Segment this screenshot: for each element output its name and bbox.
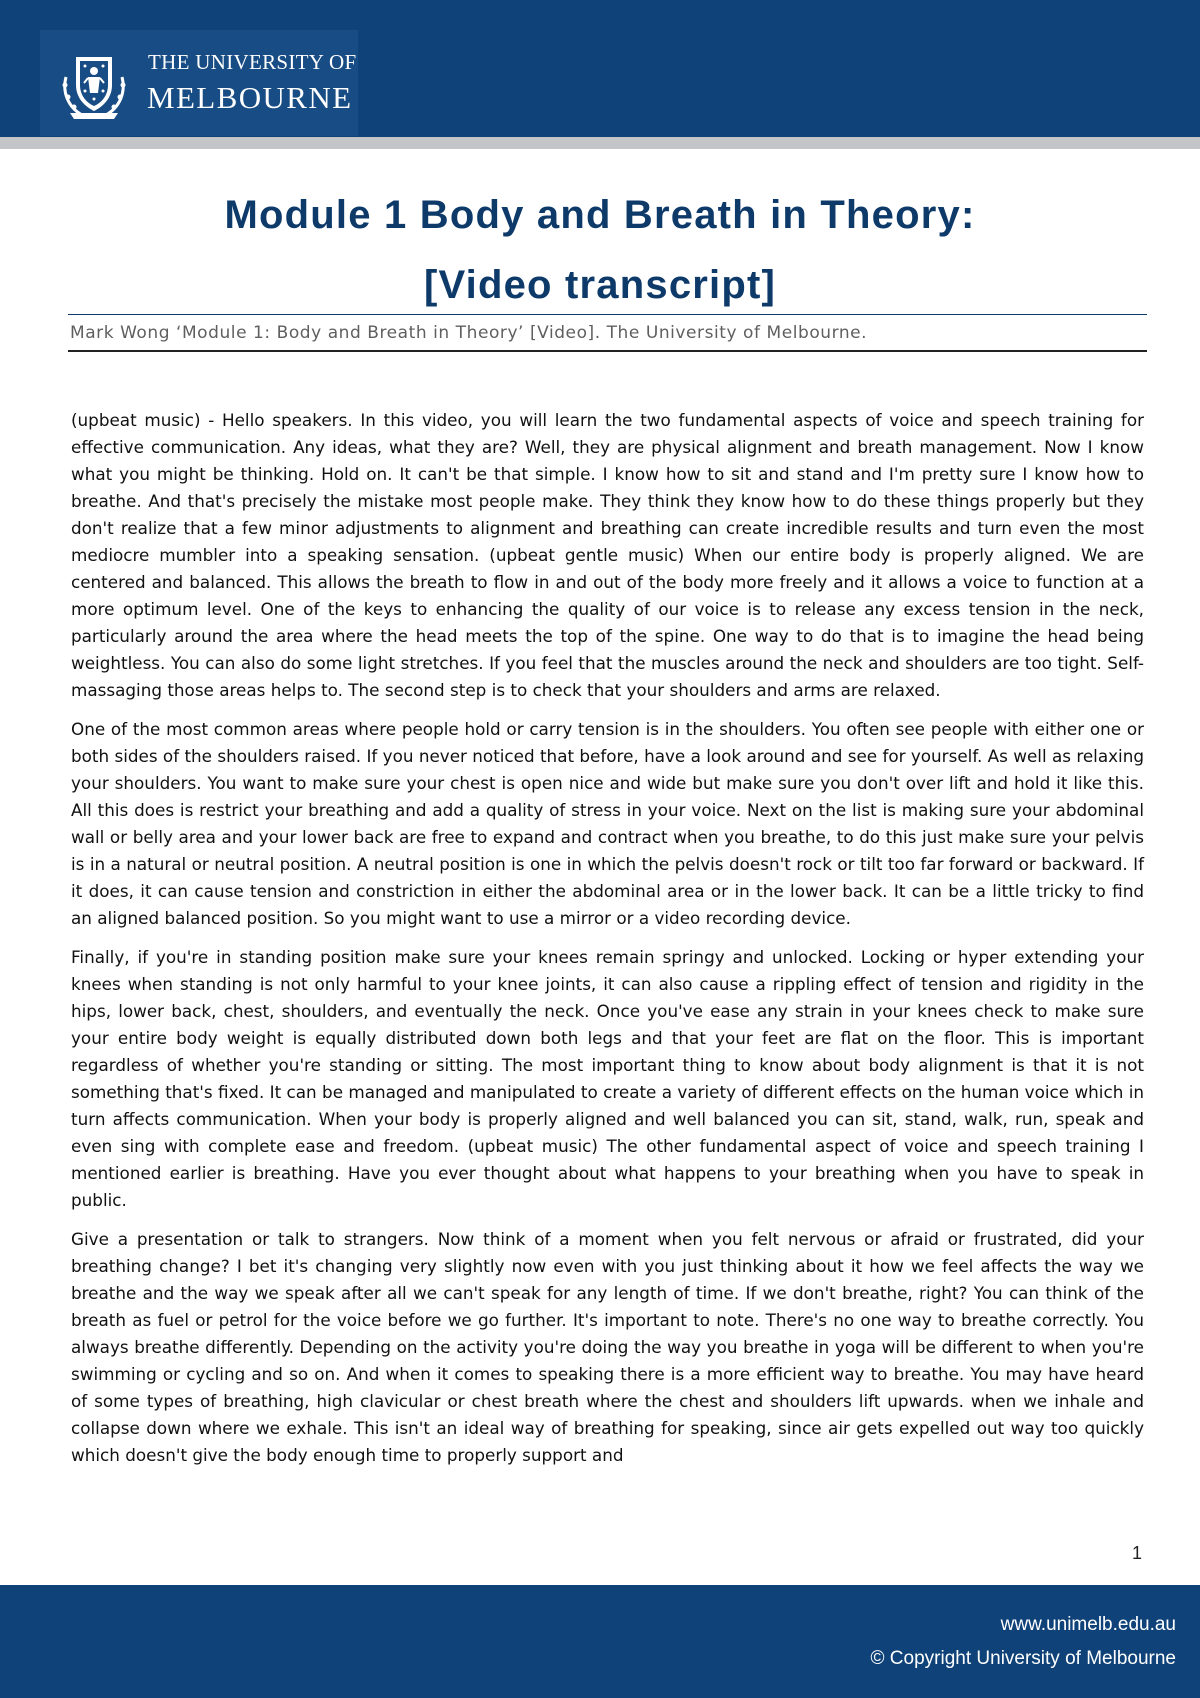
header-band <box>0 0 1200 137</box>
transcript-paragraph: Give a presentation or talk to strangers. Now think of a moment when you felt nervous or afraid or frustrated, did your breathing change? I bet it's changing very slightly now even with you just thinking about it how we feel affects the way we breathe and the way we speak after all we can't speak for any length of time. If we don't breathe, right? You can think of the breath as fuel or petrol for the voice before we go further. It's important to note. There's no one way to breathe correctly. You always breathe differently. Depending on the activity you're doing the way you breathe in yoga will be different to when you're swimming or cycling and so on. And when it comes to speaking there is a more efficient way to breathe. You may have heard of some types of breathing, high clavicular or chest breath where the chest and shoulders lift upwards. when we inhale and collapse down where we exhale. This isn't an ideal way of breathing for speaking, since air gets expelled out way too quickly which doesn't give the body enough time to properly support and <box>71 1229 1144 1465</box>
transcript-paragraph: (upbeat music) - Hello speakers. In this video, you will learn the two fundamental aspects of voice and speech training for effective communication. Any ideas, what they are? Well, they are physical alignment and breath management. Now I know what you might be thinking. Hold on. It can't be that simple. I know how to sit and stand and I'm pretty sure I know how to breathe. And that's precisely the mistake most people make. They think they know how to do these things properly but they don't realize that a few minor adjustments to alignment and breathing can create incredible results and turn even the most mediocre mumbler into a speaking sensation. (upbeat gentle music) When our entire body is properly aligned. We are centered and balanced. This allows the breath to flow in and out of the body more freely and it allows a voice to function at a more optimum level. One of the keys to enhancing the quality of our voice is to release any excess tension in the neck, particularly around the area where the head meets the top of the spine. One way to do that is to imagine the head being weightless. You can also do some light stretches. If you feel that the muscles around the neck and shoulders are too tight. Self-massaging those areas helps to. The second step is to check that your shoulders and arms are relaxed. <box>71 410 1144 700</box>
title-divider <box>68 314 1147 315</box>
university-logo[interactable] <box>40 30 358 136</box>
page-number: 1 <box>1132 1543 1143 1563</box>
header-stripe <box>0 137 1200 149</box>
footer-copyright: © Copyright University of Melbourne <box>870 1648 1176 1669</box>
logo-text-line1: THE UNIVERSITY OF <box>148 50 357 74</box>
university-crest-icon <box>56 47 132 123</box>
logo-text-line2: MELBOURNE <box>147 80 353 115</box>
transcript-paragraph: Finally, if you're in standing position make sure your knees remain springy and unlocked. Locking or hyper extending your knees when standing is not only harmful to your knee joints, it can also cause a rippling effect of tension and rigidity in the hips, lower back, chest, shoulders, and eventually the neck. Once you've ease any strain in your knees check to make sure your entire body weight is equally distributed down both legs and that your feet are flat on the floor. This is important regardless of whether you're standing or sitting. The most important thing to know about body alignment is that it is not something that's fixed. It can be managed and manipulated to create a variety of different effects on the human voice which in turn affects communication. When your body is properly aligned and well balanced you can sit, stand, walk, run, speak and even sing with complete ease and freedom. (upbeat music) The other fundamental aspect of voice and speech training I mentioned earlier is breathing. Have you ever thought about what happens to your breathing when you have to speak in public. <box>71 947 1144 1210</box>
transcript-paragraph: One of the most common areas where people hold or carry tension is in the shoulders. You often see people with either one or both sides of the shoulders raised. If you never noticed that before, have a look around and see for yourself. As well as relaxing your shoulders. You want to make sure your chest is open nice and wide but make sure you don't over lift and hold it like this. All this does is restrict your breathing and add a quality of stress in your voice. Next on the list is making sure your abdominal wall or belly area and your lower back are free to expand and contract when you breathe, to do this just make sure your pelvis is in a natural or neutral position. A neutral position is one in which the pelvis doesn't rock or tilt too far forward or backward. If it does, it can cause tension and constriction in either the abdominal area or in the lower back. It can be a little tricky to find an aligned balanced position. So you might want to use a mirror or a video recording device. <box>71 719 1144 928</box>
citation-divider <box>68 350 1147 352</box>
footer-band <box>0 1585 1200 1698</box>
document-subtitle: [Video transcript] <box>423 263 777 307</box>
document-title: Module 1 Body and Breath in Theory: <box>224 193 976 237</box>
citation: Mark Wong ‘Module 1: Body and Breath in Theory’ [Video]. The University of Melbourne. <box>70 323 868 343</box>
footer-website-link[interactable]: www.unimelb.edu.au <box>1000 1614 1176 1635</box>
transcript-body <box>71 407 1144 1481</box>
